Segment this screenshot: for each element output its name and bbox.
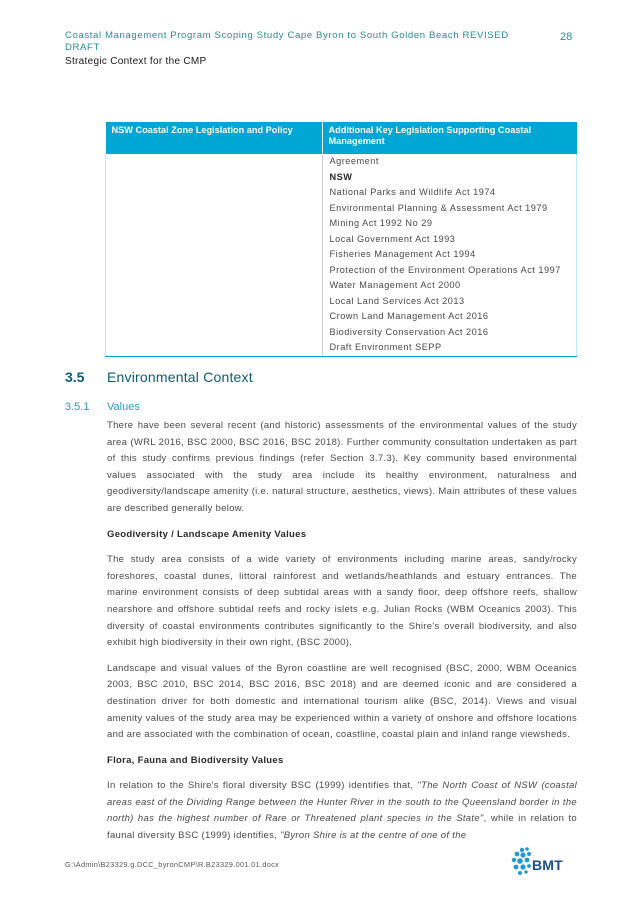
legislation-item: National Parks and Wildlife Act 1974 — [329, 187, 496, 197]
flora-quote-1: "The North Coast of NSW (coastal areas east of the Dividing Range between the Hunter River in the south to the Queensland border in the north) has the highest number of Rare or Threatened plant species in the State" — [107, 780, 578, 825]
table-header-col1: NSW Coastal Zone Legislation and Policy — [106, 122, 323, 154]
table-cell-col1 — [106, 154, 323, 356]
footer-file-path: G:\Admin\B23329.g.DCC_byronCMP\R.B23329.001.01.docx — [65, 860, 280, 869]
geodiversity-heading: Geodiversity / Landscape Amenity Values — [107, 528, 307, 540]
flora-text-start: In relation to the Shire's floral diversity BSC (1999) identifies that, — [107, 780, 418, 792]
flora-text-mid: , while in relation to faunal diversity BSC (1999) identifies, — [107, 813, 577, 842]
flora-quote-2: "Byron Shire is at the centre of one of the — [280, 830, 467, 842]
legislation-item: Local Government Act 1993 — [329, 233, 456, 244]
section-title: Environmental Context — [107, 369, 253, 385]
table-header-row — [106, 122, 577, 154]
geodiversity-paragraph-2: Landscape and visual values of the Byron coastline are well recognised (BSC, 2000, WBM Oceanics 2003, BSC 2010, BSC 2014, BSC 2016, BSC 2018) and are deemed iconic and are considered a destination driver for both domestic and international tourism alike (BSC, 2014). Views and visual amenity values of the study area may be experienced within a variety of onshore and offshore locations and are associated with the combination of ocean, coastline, coastal plain and inland range viewsheds. — [107, 662, 577, 741]
legislation-item: Draft Environment SEPP — [329, 342, 442, 352]
body-text — [107, 418, 577, 854]
header-title: Coastal Management Program Scoping Study Cape Byron to South Golden Beach REVISED DRAFT — [65, 30, 509, 53]
legislation-item: Crown Land Management Act 2016 — [329, 311, 489, 321]
legislation-table — [105, 122, 577, 357]
header-subtitle: Strategic Context for the CMP — [65, 56, 207, 67]
legislation-group-heading: NSW — [329, 171, 353, 182]
legislation-item: Water Management Act 2000 — [329, 280, 461, 290]
legislation-item: Environmental Planning & Assessment Act 1979 — [329, 202, 548, 213]
legislation-item: Mining Act 1992 No 29 — [329, 218, 433, 228]
table-row — [106, 154, 577, 356]
legislation-item: Biodiversity Conservation Act 2016 — [329, 326, 489, 337]
bmt-logo-text: BMT — [532, 857, 563, 873]
legislation-item: Protection of the Environment Operations Act 1997 — [329, 264, 561, 275]
subsection-number: 3.5.1 — [65, 401, 90, 413]
subsection-title: Values — [107, 401, 140, 413]
table-cell-col2 — [322, 154, 577, 356]
section-number: 3.5 — [65, 369, 85, 385]
legislation-item: Local Land Services Act 2013 — [329, 295, 465, 306]
table-header-col2: Additional Key Legislation Supporting Coastal Management — [322, 122, 577, 154]
legislation-item: Fisheries Management Act 1994 — [329, 249, 476, 259]
intro-paragraph: There have been several recent (and historic) assessments of the environmental values of the study area (WRL 2016, BSC 2000, BSC 2016, BSC 2018). Further community consultation undertaken as part of this study confirms previous findings (refer Section 3.7.3). Key community based environmental values associated with the study area include its healthy environment, naturalness and geodiversity/landscape amenity (i.e. natural structure, aesthetics, views). Main attributes of these values are described generally below. — [107, 420, 577, 514]
geodiversity-paragraph-1: The study area consists of a wide variety of environments including marine areas, sandy/rocky foreshores, coastal dunes, littoral rainforest and wetlands/heathlands and estuary entrances. The marine environment consists of deep subtidal areas with a sandy floor, deep offshore reefs, shallow nearshore and offshore subtidal reefs and rocky islets e.g. Julian Rocks (WBM Oceanics 2003). This diversity of coastal environments contributes significantly to the Shire's overall biodiversity, and also exhibit high biodiversity in their own right, (BSC 2000). — [107, 554, 577, 649]
flora-fauna-paragraph — [107, 778, 577, 844]
legislation-item: Agreement — [329, 156, 379, 166]
flora-fauna-heading: Flora, Fauna and Biodiversity Values — [107, 754, 284, 766]
page-number: 28 — [560, 31, 573, 43]
